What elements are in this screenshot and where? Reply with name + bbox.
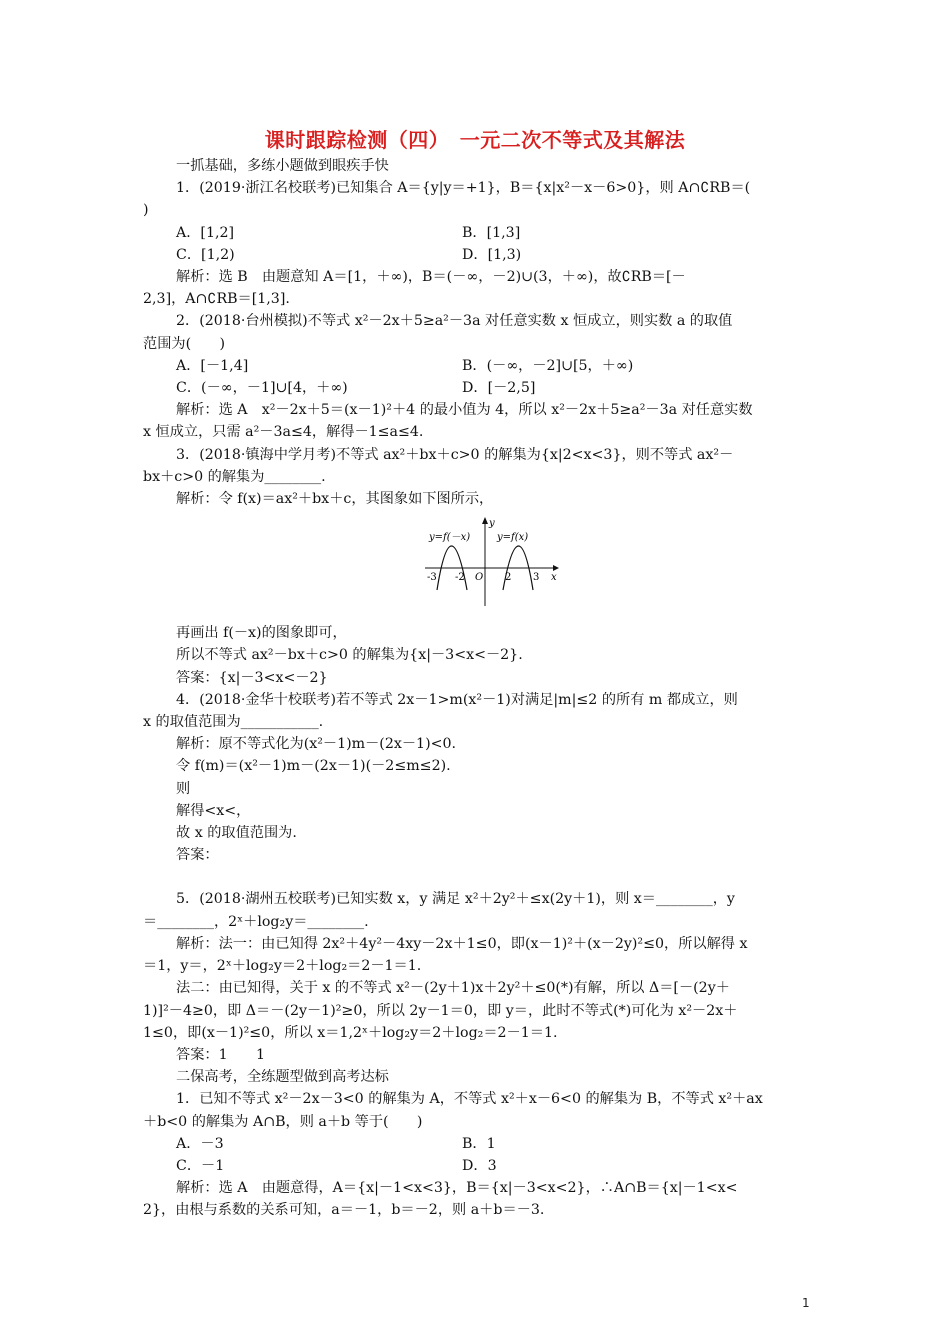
q5-stem: 5．(2018·湖州五校联考)已知实数 x，y 满足 x²＋2y²＋≤x(2y＋1)，则 x＝________，y: [176, 891, 735, 908]
r1-solution-cont: 2}，由根与系数的关系可知，a＝－1，b＝－2，则 a＋b＝－3.: [143, 1202, 545, 1219]
q5-method2-cont2: 1≤0，即(x－1)²≤0，所以 x＝1,2ˣ＋log₂y＝2＋log₂＝2－1＝1.: [143, 1024, 558, 1041]
r1-option-c: C．－1: [176, 1157, 225, 1174]
page-number: 1: [802, 1296, 810, 1310]
tick-label-neg3: -3: [427, 572, 437, 584]
q5-stem-cont: ＝________，2ˣ＋log₂y＝________.: [143, 913, 369, 930]
q1-options-row1: [143, 222, 811, 244]
q1-option-c: C．[1,2): [176, 246, 235, 263]
q2-option-b: B．(－∞，－2]∪[5，＋∞): [462, 357, 634, 374]
q4-solution-5: 故 x 的取值范围为.: [176, 825, 297, 842]
q4-solution-3: 则: [176, 780, 191, 797]
r1-option-b: B．1: [462, 1135, 496, 1152]
q5-method2-cont: 1)]²－4≥0，即 Δ＝－(2y－1)²≥0，所以 2y－1＝0，即 y＝，此时不等式(*)可化为 x²－2x＋: [143, 1002, 738, 1019]
q2-option-c: C．(－∞，－1]∪[4，＋∞): [176, 380, 348, 397]
q1-solution-cont: 2,3]，A∩∁RB＝[1,3].: [143, 291, 290, 308]
q4-solution-1: 解析：原不等式化为(x²－1)m－(2x－1)<0.: [176, 736, 457, 753]
q4-stem: 4．(2018·金华十校联考)若不等式 2x－1>m(x²－1)对满足|m|≤2 的所有 m 都成立，则: [176, 691, 738, 708]
spacer: [143, 866, 811, 888]
label-f-neg-x: y=f(－x): [429, 532, 471, 544]
q3-answer: 答案：{x|－3<x<－2}: [176, 669, 328, 686]
q1-option-d: D．[1,3): [462, 246, 522, 263]
q4-answer: 答案：: [176, 847, 219, 864]
r1-stem: 1．已知不等式 x²－2x－3<0 的解集为 A，不等式 x²＋x－6<0 的解集为 B，不等式 x²＋ax: [176, 1091, 763, 1108]
section-heading-basics: 一抓基础，多练小题做到眼疾手快: [176, 158, 389, 174]
r1-options-row2: [143, 1155, 811, 1177]
q3-solution-3: 所以不等式 ax²－bx＋c>0 的解集为{x|－3<x<－2}.: [176, 647, 523, 664]
label-f-x: y=f(x): [497, 532, 529, 544]
q3-parabola-figure: [143, 512, 811, 622]
document-body: [143, 155, 811, 1222]
q1-option-b: B．[1,3]: [462, 224, 521, 241]
q2-stem: 2．(2018·台州模拟)不等式 x²－2x＋5≥a²－3a 对任意实数 x 恒成立，则实数 a 的取值: [176, 313, 733, 330]
r1-option-a: A．－3: [176, 1135, 224, 1152]
q5-method1: 解析：法一：由已知得 2x²＋4y²－4xy－2x＋1≤0，即(x－1)²＋(x－2y)²≤0，所以解得 x: [176, 935, 748, 952]
tick-label-3: 3: [533, 572, 540, 584]
q1-options-row2: [143, 244, 811, 266]
q3-stem-cont: bx＋c>0 的解集为________.: [143, 468, 326, 485]
parabola-graph: [423, 512, 563, 608]
q3-stem: 3．(2018·镇海中学月考)不等式 ax²＋bx＋c>0 的解集为{x|2<x<3}，则不等式 ax²－: [176, 446, 734, 463]
q1-option-a: A．[1,2]: [176, 224, 235, 241]
r1-options-row1: [143, 1133, 811, 1155]
q2-solution-cont: x 恒成立，只需 a²－3a≤4，解得－1≤a≤4.: [143, 424, 424, 441]
q4-solution-4: 解得<x<，: [176, 802, 251, 819]
tick-label-2: 2: [505, 572, 512, 584]
page-title: 课时跟踪检测（四） 一元二次不等式及其解法: [264, 128, 686, 152]
q1-stem: 1．(2019·浙江名校联考)已知集合 A＝{y|y＝+1}，B＝{x|x²－x－6>0}，则 A∩∁RB＝(: [176, 180, 751, 197]
y-axis-arrow: [482, 517, 488, 524]
x-axis-arrow: [553, 565, 559, 571]
q2-solution: 解析：选 A x²－2x＋5＝(x－1)²＋4 的最小值为 4，所以 x²－2x＋5≥a²－3a 对任意实数: [176, 402, 753, 419]
axis-label-x: x: [551, 572, 557, 584]
q4-stem-cont: x 的取值范围为___________.: [143, 714, 324, 731]
r1-solution: 解析：选 A 由题意得，A＝{x|－1<x<3}，B＝{x|－3<x<2}，∴A∩B＝{x|－1<x<: [176, 1180, 738, 1197]
origin-label: O: [475, 572, 484, 584]
q3-solution: 解析：令 f(x)＝ax²＋bx＋c，其图象如下图所示，: [176, 491, 494, 508]
q2-option-d: D．[－2,5]: [462, 380, 536, 397]
axis-label-y: y: [489, 518, 495, 530]
q5-method1-cont: ＝1，y＝，2ˣ＋log₂y＝2＋log₂＝2－1＝1.: [143, 958, 422, 975]
q2-stem-cont: 范围为( ): [143, 335, 226, 352]
tick-label-neg2: -2: [455, 572, 465, 584]
q1-solution: 解析：选 B 由题意知 A＝[1，＋∞)，B＝(－∞，－2)∪(3，＋∞)，故∁RB＝[－: [176, 269, 686, 286]
section-heading-exam: 二保高考，全练题型做到高考达标: [176, 1069, 389, 1086]
r1-option-d: D．3: [462, 1157, 497, 1174]
r1-stem-cont: ＋b<0 的解集为 A∩B，则 a＋b 等于( ): [143, 1113, 423, 1130]
q2-options-row2: [143, 377, 811, 399]
q1-stem-cont: ): [143, 202, 149, 219]
q2-option-a: A．[－1,4]: [176, 357, 249, 374]
q5-answer: 答案：1 1: [176, 1046, 265, 1063]
q3-solution-2: 再画出 f(－x)的图象即可，: [176, 625, 347, 642]
q2-options-row1: [143, 355, 811, 377]
q5-method2: 法二：由已知得，关于 x 的不等式 x²－(2y＋1)x＋2y²＋≤0(*)有解，所以 Δ＝[－(2y＋: [176, 980, 730, 997]
q4-solution-2: 令 f(m)＝(x²－1)m－(2x－1)(－2≤m≤2).: [176, 758, 451, 775]
